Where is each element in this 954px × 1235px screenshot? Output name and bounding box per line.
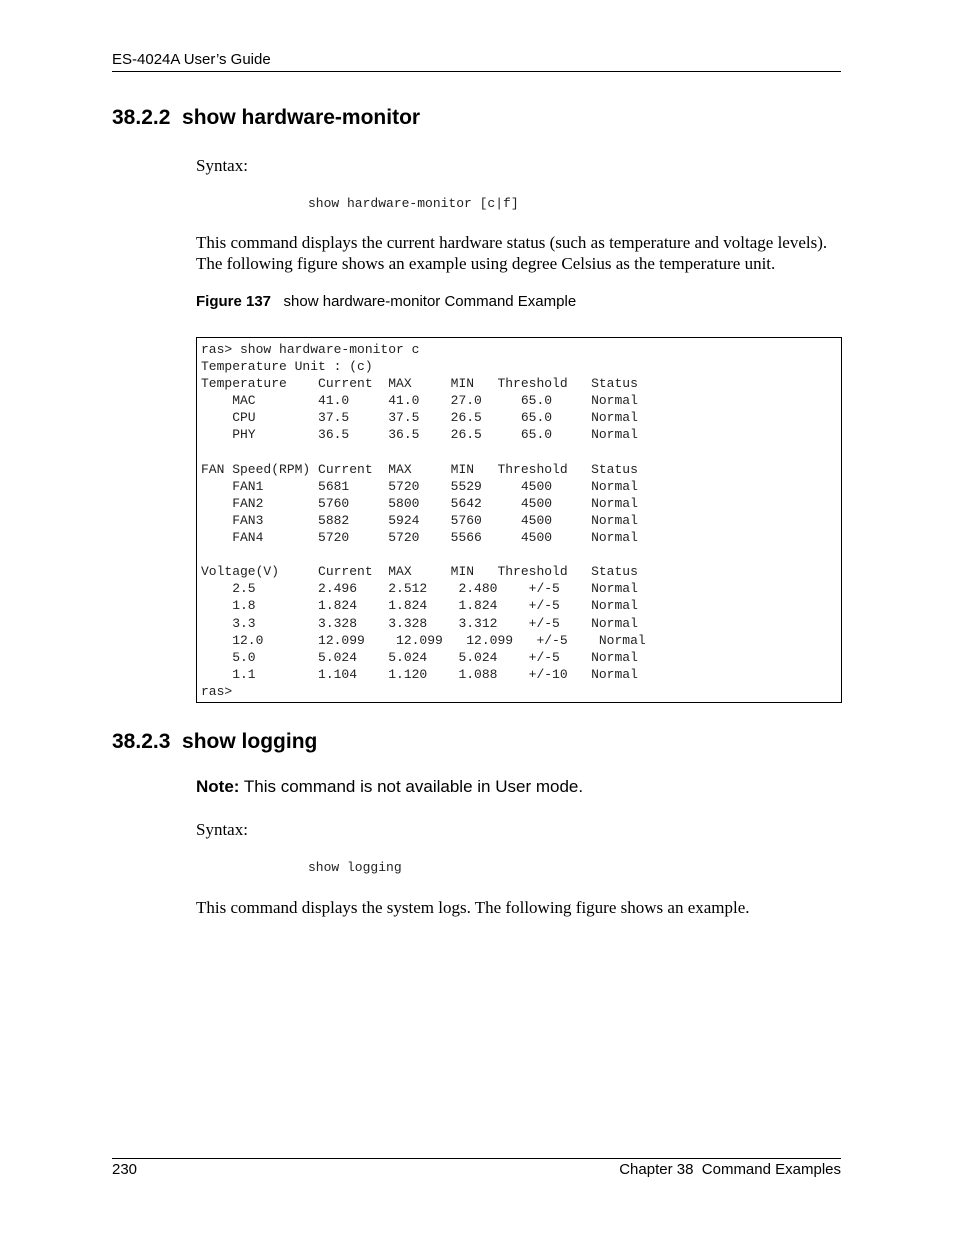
syntax-code: show hardware-monitor [c|f]: [308, 196, 519, 211]
header-divider: [112, 71, 841, 72]
example-line: 5.0 5.024 5.024 5.024 +/-5 Normal: [201, 649, 638, 665]
figure-caption: [196, 293, 576, 310]
page-number: 230: [112, 1161, 138, 1178]
example-line: FAN1 5681 5720 5529 4500 Normal: [201, 478, 638, 494]
section-heading-logging: 38.2.3 show logging: [112, 730, 318, 753]
example-line: 1.1 1.104 1.120 1.088 +/-10 Normal: [201, 666, 638, 682]
example-line: FAN2 5760 5800 5642 4500 Normal: [201, 495, 638, 511]
example-line: Temperature Unit : (c): [201, 359, 373, 375]
section-heading-hardware-monitor: 38.2.2 show hardware-monitor: [112, 106, 421, 129]
section-description-2: This command displays the system logs. The following figure shows an example.: [196, 898, 750, 917]
note-label: Note:: [196, 777, 240, 796]
example-line: FAN4 5720 5720 5566 4500 Normal: [201, 530, 638, 546]
example-line: PHY 36.5 36.5 26.5 65.0 Normal: [201, 427, 638, 443]
example-line: MAC 41.0 41.0 27.0 65.0 Normal: [201, 393, 638, 409]
note-text: This command is not available in User mode.: [239, 777, 584, 796]
example-line: 12.0 12.099 12.099 12.099 +/-5 Normal: [201, 632, 646, 648]
example-line: FAN Speed(RPM) Current MAX MIN Threshold Status: [201, 461, 638, 477]
footer-chapter: Chapter 38 Command Examples: [619, 1161, 841, 1178]
command-example-output: [197, 338, 841, 700]
example-line: Voltage(V) Current MAX MIN Threshold Status: [201, 564, 638, 580]
example-line: 2.5 2.496 2.512 2.480 +/-5 Normal: [201, 581, 638, 597]
syntax-code-2: show logging: [308, 860, 402, 875]
example-line: FAN3 5882 5924 5760 4500 Normal: [201, 512, 638, 528]
example-line: ras> show hardware-monitor c: [201, 342, 420, 357]
example-line: 1.8 1.824 1.824 1.824 +/-5 Normal: [201, 598, 638, 614]
figure-title: show hardware-monitor Command Example: [283, 293, 577, 310]
note: [196, 777, 583, 797]
example-line: Temperature Current MAX MIN Threshold Status: [201, 376, 638, 392]
figure-label: Figure 137: [196, 293, 272, 310]
footer-divider: [112, 1158, 841, 1159]
example-line: 3.3 3.328 3.328 3.312 +/-5 Normal: [201, 615, 638, 631]
command-example-box: [196, 337, 842, 703]
example-line: ras>: [201, 683, 233, 699]
running-header-title: ES-4024A User’s Guide: [112, 51, 271, 68]
example-line: CPU 37.5 37.5 26.5 65.0 Normal: [201, 410, 638, 426]
syntax-label-2: Syntax:: [196, 820, 248, 839]
section-description: This command displays the current hardware status (such as temperature and voltage levels). The following figure shows an example using degree Celsius as the temperature unit.: [196, 233, 828, 273]
syntax-label: Syntax:: [196, 156, 248, 175]
